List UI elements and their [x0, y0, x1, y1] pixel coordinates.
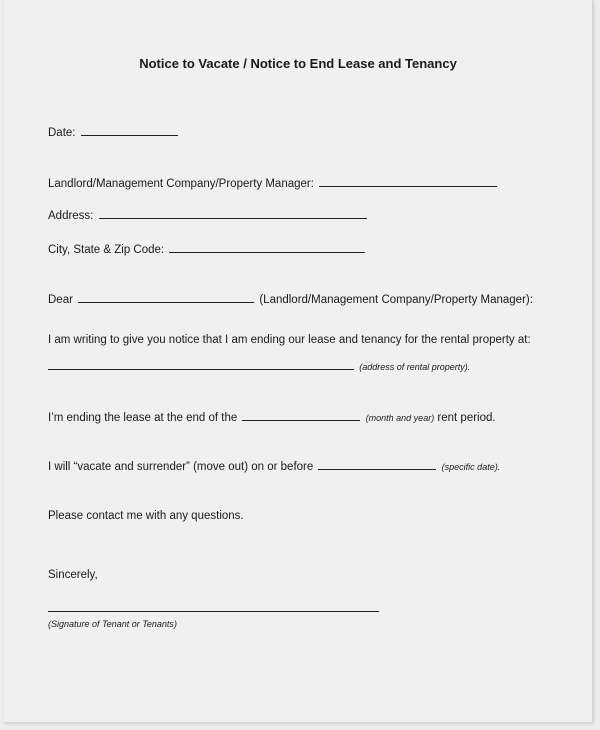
city-row — [48, 241, 367, 257]
contact-sentence: Please contact me with any questions. — [48, 510, 244, 522]
signature-line[interactable] — [48, 611, 379, 612]
city-label: City, State & Zip Code: — [48, 244, 165, 256]
rental-address-row: (address of rental property). — [48, 358, 470, 374]
document-page — [4, 0, 593, 723]
address-row — [48, 207, 369, 223]
address-label: Address: — [48, 210, 94, 222]
address-hint: address of rental property — [362, 362, 465, 372]
city-blank[interactable] — [169, 241, 365, 253]
landlord-blank[interactable] — [319, 175, 497, 187]
dear-blank[interactable] — [78, 291, 254, 303]
vacate-row: I will “vacate and surrender” (move out) on or before (specific date). — [48, 458, 500, 474]
vacate-blank[interactable] — [318, 458, 436, 470]
date-blank[interactable] — [81, 124, 178, 136]
lease-end-row: I’m ending the lease at the end of the (month and year) rent period. — [48, 409, 496, 425]
date-label: Date: — [48, 127, 76, 139]
lease-end-hint: month and year — [368, 413, 432, 423]
lease-end-suffix: rent period. — [437, 412, 496, 424]
vacate-hint: specific date — [444, 462, 495, 472]
document-title: Notice to Vacate / Notice to End Lease and Tenancy — [139, 56, 457, 71]
date-row — [48, 124, 180, 140]
dear-label: Dear — [48, 294, 73, 306]
address-blank[interactable] — [99, 207, 367, 219]
signature-hint: Signature of Tenant or Tenants — [51, 619, 174, 629]
dear-row — [48, 291, 533, 307]
rental-address-blank[interactable] — [48, 358, 354, 370]
vacate-prefix: I will “vacate and surrender” (move out) on or before — [48, 461, 314, 473]
lease-end-blank[interactable] — [242, 409, 360, 421]
landlord-row — [48, 175, 499, 191]
lease-end-prefix: I’m ending the lease at the end of the — [48, 412, 238, 424]
signature-hint-row: (Signature of Tenant or Tenants) — [48, 619, 177, 629]
closing: Sincerely, — [48, 569, 98, 581]
landlord-label: Landlord/Management Company/Property Manager: — [48, 178, 314, 190]
notice-sentence: I am writing to give you notice that I am ending our lease and tenancy for the rental property at: — [48, 334, 531, 346]
dear-suffix: (Landlord/Management Company/Property Manager): — [259, 294, 533, 306]
